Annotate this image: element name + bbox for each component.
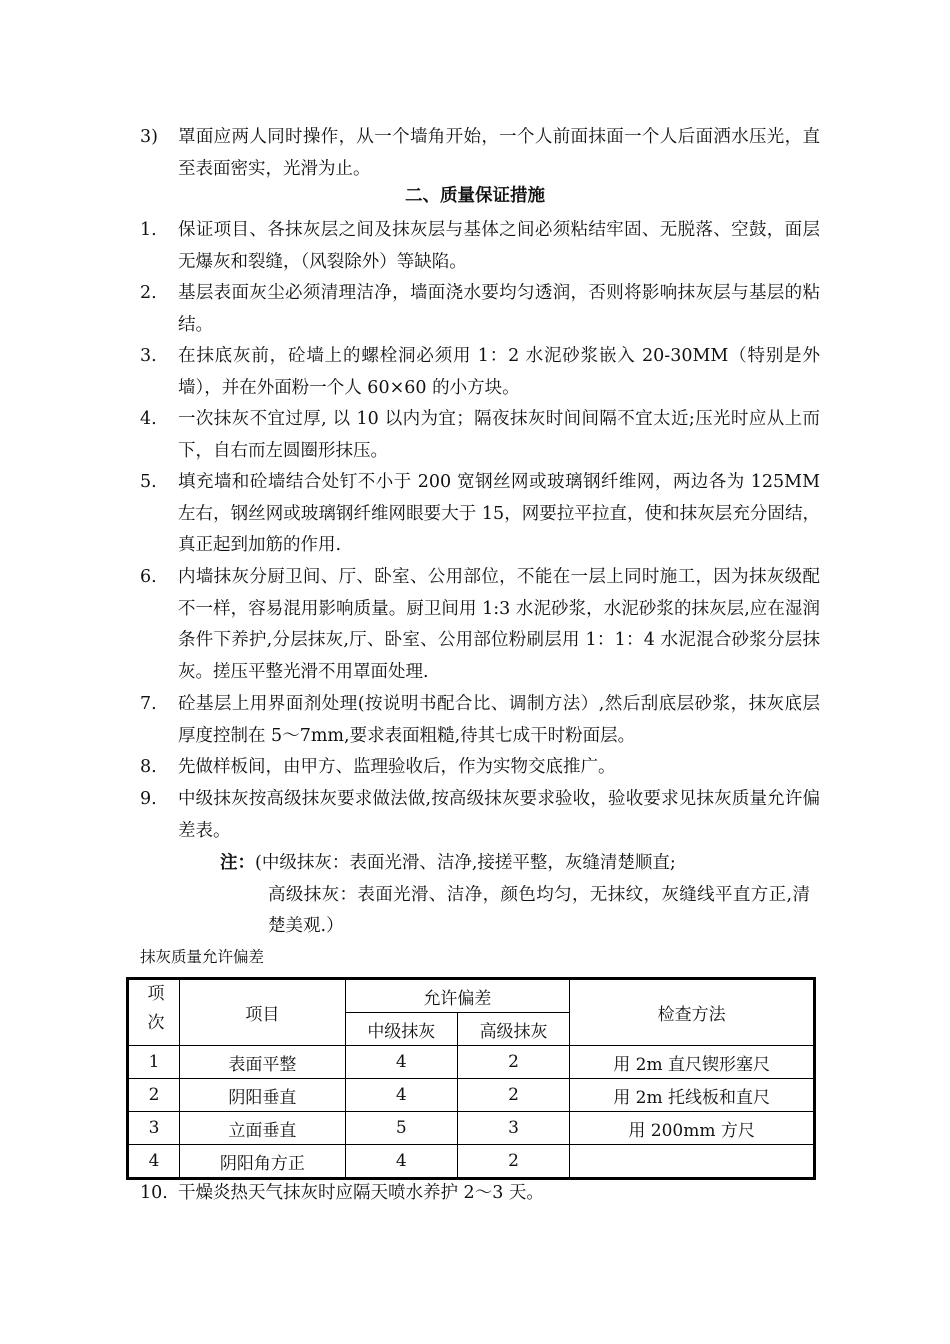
cell-high: 3 <box>457 1112 569 1145</box>
note-label: 注： <box>220 853 255 873</box>
item-number: 4. <box>140 409 157 429</box>
item-text: 在抹底灰前，砼墙上的螺栓洞必须用 1：2 水泥砂浆嵌入 20-30MM（特别是外墙），并在外面粉一个人 60×60 的小方块。 <box>178 346 820 398</box>
item-text: 保证项目、各抹灰层之间及抹灰层与基体之间必须粘结牢固、无脱落、空鼓，面层无爆灰和裂缝，（风裂除外）等缺陷。 <box>178 220 820 272</box>
item-number: 6. <box>140 567 157 587</box>
header-item: 项目 <box>180 979 346 1046</box>
cell-mid: 4 <box>345 1046 457 1079</box>
cell-seq: 1 <box>128 1046 180 1079</box>
table-row <box>128 1079 815 1112</box>
cell-seq: 3 <box>128 1112 180 1145</box>
item-text: 填充墙和砼墙结合处钉不小于 200 宽钢丝网或玻璃钢纤维网，两边各为 125MM 左右，钢丝网或玻璃钢纤维网眼要大于 15，网要拉平拉直，使和抹灰层充分固结，真正起到加筋的作用. <box>178 472 820 555</box>
item-number: 2. <box>140 283 157 303</box>
item-text: 一次抹灰不宜过厚, 以 10 以内为宜；隔夜抹灰时间间隔不宜太近;压光时应从上而下，自右而左圆圈形抹压。 <box>178 409 820 461</box>
table-caption: 抹灰质量允许偏差 <box>140 948 265 966</box>
item-number: 10. <box>140 1183 168 1203</box>
item-number: 7. <box>140 694 157 714</box>
cell-mid: 4 <box>345 1079 457 1112</box>
cell-method: 用 200mm 方尺 <box>570 1112 815 1145</box>
item-text: 砼基层上用界面剂处理(按说明书配合比、调制方法）,然后刮底层砂浆，抹灰底层厚度控制在 5～7mm,要求表面粗糙,待其七成干时粉面层。 <box>178 694 820 746</box>
cell-high: 2 <box>457 1046 569 1079</box>
header-high-grade: 高级抹灰 <box>457 1013 569 1046</box>
item-number: 3) <box>140 127 158 147</box>
cell-mid: 4 <box>345 1145 457 1179</box>
cell-method: 用 2m 直尺锲形塞尺 <box>570 1046 815 1079</box>
cell-seq: 4 <box>128 1145 180 1179</box>
header-check-method: 检查方法 <box>570 979 815 1046</box>
table-row <box>128 1112 815 1145</box>
cell-high: 2 <box>457 1079 569 1112</box>
item-text: 罩面应两人同时操作，从一个墙角开始，一个人前面抹面一个人后面洒水压光，直至表面密实，光滑为止。 <box>178 127 820 179</box>
item-number: 5. <box>140 472 157 492</box>
header-mid-grade: 中级抹灰 <box>345 1013 457 1046</box>
cell-mid: 5 <box>345 1112 457 1145</box>
item-text: 中级抹灰按高级抹灰要求做法做,按高级抹灰要求验收，验收要求见抹灰质量允许偏差表。 <box>178 789 820 841</box>
note-line-2: 高级抹灰：表面光滑、洁净，颜色均匀，无抹纹，灰缝线平直方正,清楚美观.） <box>268 884 810 936</box>
item-number: 3. <box>140 346 157 366</box>
table-header-row <box>128 979 815 1013</box>
cell-seq: 2 <box>128 1079 180 1112</box>
tolerance-table <box>126 977 816 1180</box>
cell-item: 表面平整 <box>180 1046 346 1079</box>
cell-method: 用 2m 托线板和直尺 <box>570 1079 815 1112</box>
note-block <box>220 848 810 936</box>
item-text: 内墙抹灰分厨卫间、厅、卧室、公用部位，不能在一层上同时施工，因为抹灰级配不一样，容易混用影响质量。厨卫间用 1:3 水泥砂浆，水泥砂浆的抹灰层,应在湿润条件下养护,分层抹灰,厅、卧室、公用部位粉刷层用 1：1：4 水泥混合砂浆分层抹灰。搓压平整光滑不用罩面处理. <box>178 567 820 682</box>
cell-item: 阴阳垂直 <box>180 1079 346 1112</box>
header-seq: 项次 <box>128 979 180 1046</box>
item-text: 基层表面灰尘必须清理洁净，墙面浇水要均匀透润，否则将影响抹灰层与基层的粘结。 <box>178 283 820 335</box>
item-number: 9. <box>140 789 157 809</box>
section-heading: 二、质量保证措施 <box>405 186 545 206</box>
note-line-1: (中级抹灰：表面光滑、洁净,接搓平整，灰缝清楚顺直; <box>255 853 676 873</box>
table-row <box>128 1145 815 1179</box>
item-text: 先做样板间，由甲方、监理验收后，作为实物交底推广。 <box>178 757 616 777</box>
table-row <box>128 1046 815 1079</box>
cell-method <box>570 1145 815 1179</box>
cell-item: 立面垂直 <box>180 1112 346 1145</box>
header-allowed-deviation: 允许偏差 <box>345 979 570 1013</box>
cell-item: 阴阳角方正 <box>180 1145 346 1179</box>
item-number: 8. <box>140 757 157 777</box>
cell-high: 2 <box>457 1145 569 1179</box>
item-number: 1. <box>140 220 157 240</box>
item-text: 干燥炎热天气抹灰时应隔天喷水养护 2～3 天。 <box>178 1183 544 1203</box>
